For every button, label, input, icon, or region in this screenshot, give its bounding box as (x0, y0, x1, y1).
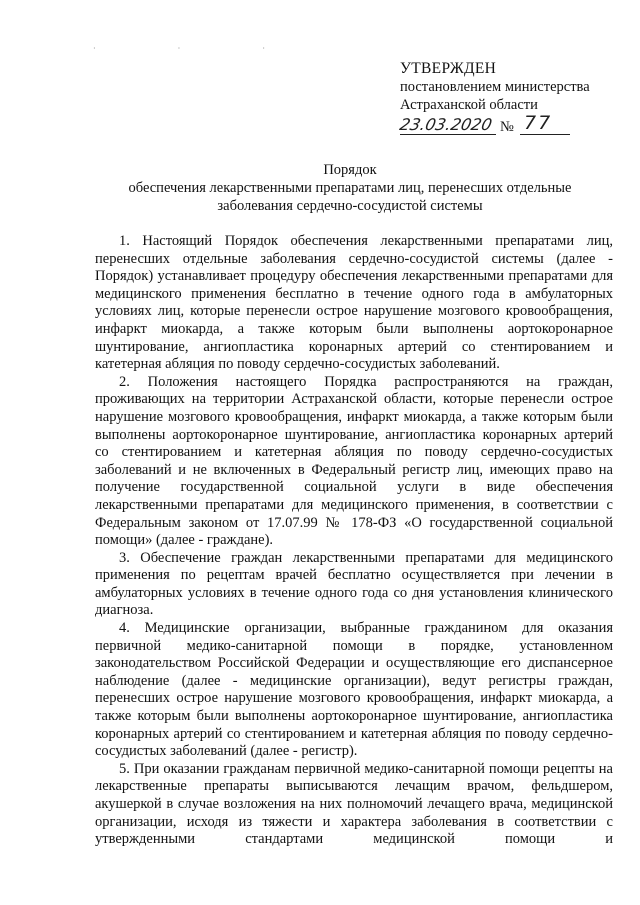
paragraph-1: 1. Настоящий Порядок обеспечения лекарственными препаратами лиц, перенесших отдельные заболевания сердечно-сосудистой системы (далее - Порядок) устанавливает процедуру обеспечения лекарственными препаратами для медицинского применения бесплатно в течение одного года в амбулаторных условиях лиц, которые перенесли острое нарушение мозгового кровообращения, инфаркт миокарда, а также которым были выполнены аортокоронарное шунтирование, ангиопластика коронарных артерий со стентированием и катетерная абляция по поводу сердечно-сосудистых заболеваний. (95, 233, 613, 373)
approved-title: УТВЕРЖДЕН (400, 60, 497, 77)
approval-block (400, 60, 620, 140)
heading-line-1: обеспечения лекарственными препаратами лиц, перенесших отдельные (128, 180, 572, 196)
paragraph-2: 2. Положения настоящего Порядка распространяются на граждан, проживающих на территории Астраханской области, которые перенесли острое нарушение мозгового кровообращения, инфаркт миокарда, а также которым были выполнены аортокоронарное шунтирование, ангиопластика коронарных артерий со стентированием и катетерная абляция по поводу сердечно-сосудистых заболеваний и не включенных в Федеральный регистр лиц, имеющих право на получение государственной социальной услуги в виде обеспечения лекарственными препаратами для медицинского применения, в соответствии с Федеральным законом от 17.07.99 № 178-ФЗ «О государственной социальной помощи» (далее - граждане). (95, 373, 613, 549)
heading-line-2: заболевания сердечно-сосудистой системы (217, 198, 483, 214)
document-body (95, 233, 613, 849)
approval-number: 77 (524, 112, 553, 134)
approval-line-1: постановлением министерства (400, 79, 590, 95)
approval-line-2: Астраханской области (400, 97, 538, 113)
scan-specks: · · · (93, 44, 305, 53)
number-underline (520, 134, 570, 135)
paragraph-3: 3. Обеспечение граждан лекарственными препаратами для медицинского применения по рецептам врачей бесплатно осуществляется при лечении в амбулаторных условиях в течение одного года со дня установления клинического диагноза. (95, 549, 613, 619)
document-heading (95, 161, 605, 215)
paragraph-5: 5. При оказании гражданам первичной медико-санитарной помощи рецепты на лекарственные препараты выписываются лечащим врачом, фельдшером, акушеркой в случае возложения на них полномочий лечащего врача, медицинской организации, исходя из тяжести и характера заболевания в соответствии с утвержденными стандартами медицинской помощи и (95, 760, 613, 848)
approval-signature-row (398, 112, 620, 140)
number-sign: № (500, 119, 514, 135)
heading-title: Порядок (323, 162, 377, 178)
approval-date: 23.03.2020 (398, 115, 494, 134)
date-underline (400, 134, 496, 135)
paragraph-4: 4. Медицинские организации, выбранные гражданином для оказания первичной медико-санитарной помощи в порядке, установленном законодательством Российской Федерации и осуществляющие его диспансерное наблюдение (далее - медицинские организации), ведут регистры граждан, перенесших острое нарушение мозгового кровообращения, инфаркт миокарда, а также которым были выполнены аортокоронарное шунтирование, ангиопластика коронарных артерий со стентированием и катетерная абляция по поводу сердечно-сосудистых заболеваний (далее - регистр). (95, 620, 613, 760)
